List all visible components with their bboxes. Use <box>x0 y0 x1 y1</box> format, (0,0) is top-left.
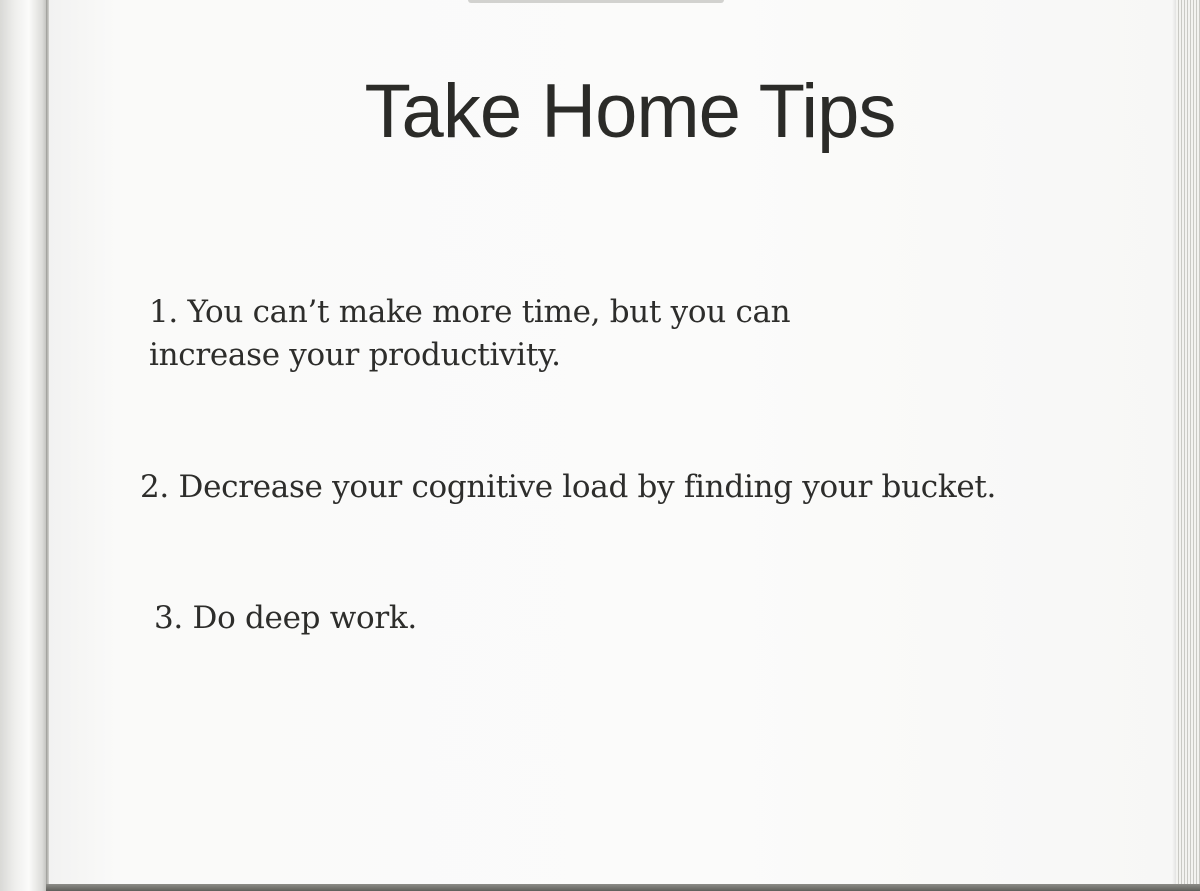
tip-item-2 <box>140 466 996 509</box>
book-binding <box>0 0 48 891</box>
tip-3-line-1: 3. Do deep work. <box>154 600 417 636</box>
page-stack-edge <box>1176 0 1200 891</box>
tip-2-line-1: 2. Decrease your cognitive load by finding your bucket. <box>140 469 997 505</box>
slide-title: Take Home Tips <box>364 69 896 154</box>
tip-item-3 <box>154 597 417 640</box>
top-tab <box>468 0 724 3</box>
bottom-edge <box>46 884 1200 891</box>
tip-1-line-1: 1. You can’t make more time, but you can <box>149 294 791 330</box>
tip-1-line-2: increase your productivity. <box>149 337 561 373</box>
tip-item-1 <box>149 291 790 377</box>
